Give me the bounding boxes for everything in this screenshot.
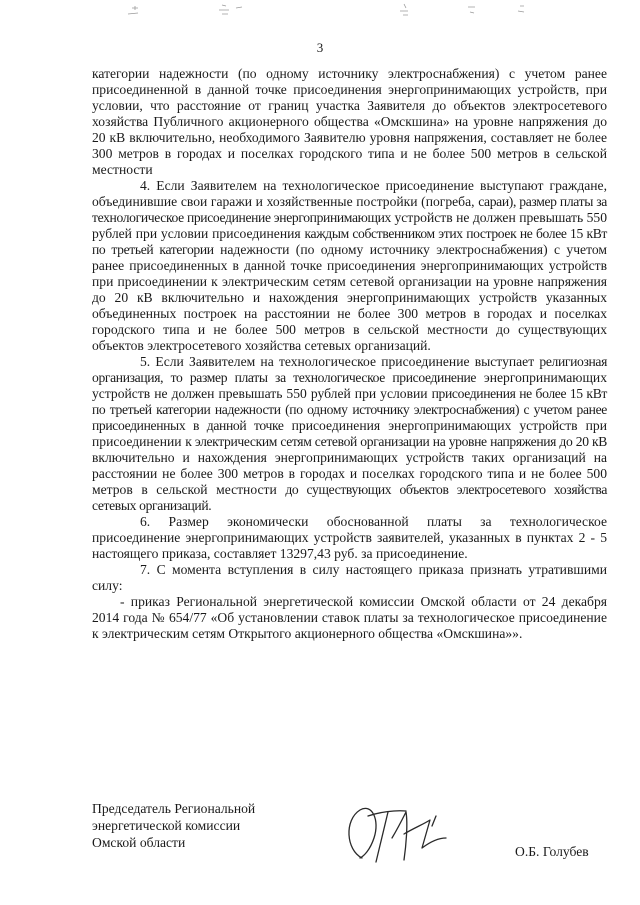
paragraph-item-5: [92, 354, 607, 514]
signatory-title-line: энергетической комиссии: [92, 818, 241, 833]
document-line: ранее присоединенной в данной точке присоединения энергопринимающих: [92, 66, 607, 97]
document-line: устройств не должен превышать 550 рублей при условии присоединения: [92, 210, 607, 241]
paragraph-continuation: [92, 66, 607, 178]
document-line: 7. С момента вступления в силу настоящего приказа признать: [140, 562, 522, 577]
document-line: 4. Если Заявителем на технологическое присоединение выступают: [140, 178, 544, 193]
document-line: городского типа и не более 500 метров в сельской местности: [92, 466, 607, 497]
document-line: присоединение энергопринимающих устройств заявителей, указанных: [92, 530, 511, 545]
document-line: включительно и нахождения энергопринимающих устройств таких: [92, 450, 505, 465]
document-line: на уровне напряжения до 20 кВ включительно и нахождения: [92, 274, 608, 305]
page-number: 3: [316, 40, 324, 55]
document-line: присоединенных в данной точке присоединения энергопринимающих: [129, 258, 544, 273]
document-line: присоединения не более 15 кВт по третьей категории надежности (по одному: [92, 386, 607, 417]
signatory-title-line: Омской области: [92, 835, 186, 850]
document-body: [92, 66, 607, 642]
document-line: за присоединение.: [361, 546, 468, 561]
document-line: технологическое присоединение к электрическим сетям Открытого: [92, 610, 607, 641]
document-line: религиозная организация, то размер платы за технологическое присоединение: [92, 354, 607, 385]
document-line: к электрическим сетям сетевой организации на уровне напряжения до 20 кВ: [185, 434, 607, 449]
document-line: устройств при присоединении к электрическим сетям сетевой организации: [92, 258, 608, 289]
document-line: и поселках городского типа и не более 500 метров в сельской местности: [92, 146, 607, 177]
signatory-name: О.Б. Голубев: [515, 844, 589, 859]
document-line: организаций на расстоянии не более 300 метров в городах и поселках: [92, 450, 608, 481]
document-line: надежности (по одному источнику электроснабжения) с учетом ранее: [92, 242, 607, 273]
document-line: источнику электроснабжения) с учетом ранее присоединенных в данной точке: [92, 402, 607, 433]
document-line: до объектов электросетевого хозяйства Публичного акционерного общества: [92, 98, 607, 129]
document-line: «Омскшина» на уровне напряжения до 20 кВ включительно, необходимого: [92, 114, 607, 145]
document-line: - приказ Региональной энергетической комиссии Омской области от: [120, 594, 536, 609]
document-line: энергопринимающих устройств не должен превышать 550 рублей при условии: [92, 370, 607, 401]
paragraph-item-7-sub: [92, 594, 607, 642]
document-line: и не более 500 метров в сельской местности до существующих объектов: [92, 322, 607, 353]
document-line: Заявителю уровня напряжения, составляет не более 300 метров в городах: [92, 130, 607, 161]
signatory-title: [92, 800, 255, 851]
signatory-title-line: Председатель Региональной: [92, 801, 256, 816]
document-line: категории надежности (по одному источнику электроснабжения) с учетом: [92, 66, 566, 81]
document-line: на расстоянии не более 300 метров в городах и поселках городского типа: [92, 306, 607, 337]
document-line: каждым собственником этих построек не более 15 кВт по третьей категории: [92, 226, 608, 257]
document-line: присоединения энергопринимающих устройств при присоединении: [92, 418, 607, 449]
document-line: 5. Если Заявителем на технологическое присоединение выступает: [140, 354, 535, 369]
paragraph-item-7: [92, 562, 607, 594]
document-line: энергопринимающих устройств указанных объединенных построек: [92, 290, 607, 321]
document-line: в пунктах 2 - 5 настоящего приказа, составляет 13297,43 руб.: [92, 530, 607, 561]
document-line: граждане, объединившие свои гаражи и хозяйственные постройки (погреба,: [92, 178, 607, 209]
document-line: устройств, при условии, что расстояние от границ участка Заявителя: [92, 82, 607, 113]
document-line: электросетевого хозяйства сетевых организаций.: [147, 338, 431, 353]
paragraph-item-6: [92, 514, 607, 562]
document-line: акционерного общества «Омскшина»».: [294, 626, 523, 641]
document-line: 6. Размер экономически обоснованной платы за технологическое: [140, 514, 607, 529]
scan-artifacts: [0, 2, 640, 22]
paragraph-item-4: [92, 178, 607, 354]
document-line: 24 декабря 2014 года № 654/77 «Об установлении ставок платы за: [92, 594, 607, 625]
document-line: до существующих объектов электросетевого хозяйства сетевых организаций.: [92, 482, 608, 513]
document-line: сараи), размер платы за технологическое присоединение энергопринимающих: [92, 194, 607, 225]
handwritten-signature: [340, 798, 455, 868]
document-line: утратившими силу:: [92, 562, 607, 593]
